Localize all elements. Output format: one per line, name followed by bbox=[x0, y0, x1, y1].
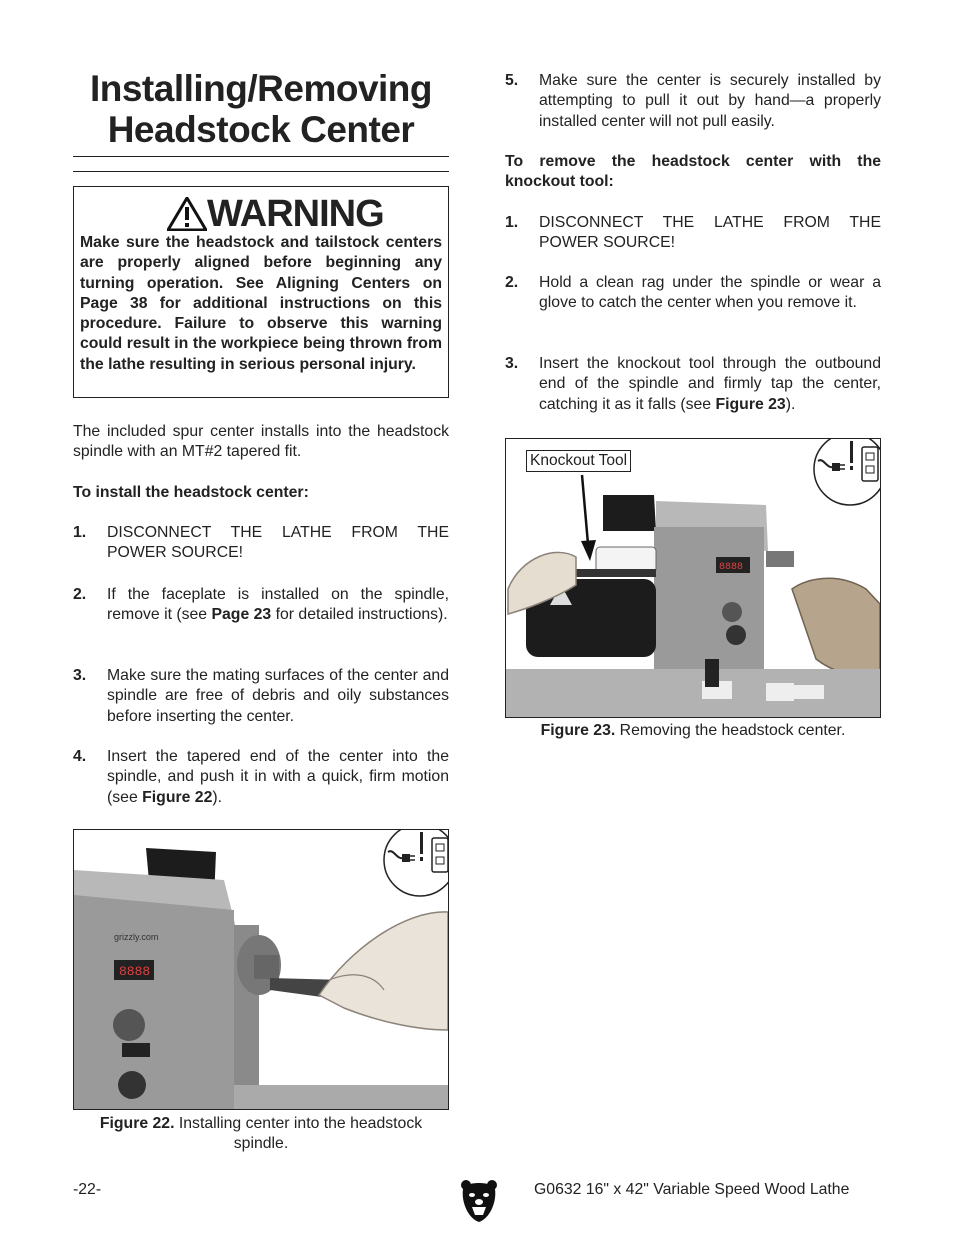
install-step-1: 1. DISCONNECT THE LATHE FROM THE POWER SOURCE! bbox=[73, 524, 449, 562]
remove-heading: To remove the headstock center with the knockout tool: bbox=[505, 153, 881, 191]
install-heading: To install the headstock center: bbox=[73, 484, 309, 501]
remove-step-2: 2. Hold a clean rag under the spindle or wear a glove to catch the center when you remove it. bbox=[505, 274, 881, 312]
unplugged-power-cord-icon bbox=[380, 830, 449, 898]
grizzly-bear-logo-icon bbox=[459, 1179, 499, 1223]
footer-model: G0632 16" x 42" Variable Speed Wood Lathe bbox=[534, 1181, 850, 1198]
svg-text:grizzly.com: grizzly.com bbox=[114, 932, 159, 942]
install-step-4: 4. Insert the tapered end of the center into the spindle, and push it in with a quick, firm motion (see Figure 22). bbox=[73, 748, 449, 806]
intro-paragraph: The included spur center installs into the headstock spindle with an MT#2 tapered fit. bbox=[73, 423, 449, 461]
warning-heading: WARNING bbox=[207, 193, 384, 235]
title-divider-top bbox=[73, 156, 449, 157]
install-step-2: 2. If the faceplate is installed on the spindle, remove it (see Page 23 for detailed instructions). bbox=[73, 586, 449, 624]
knockout-tool-callout: Knockout Tool bbox=[526, 450, 631, 472]
title-divider-bottom bbox=[73, 171, 449, 172]
warning-header bbox=[167, 193, 384, 235]
figure-23-photo bbox=[505, 438, 881, 718]
install-step-3: 3. Make sure the mating surfaces of the center and spindle are free of debris and oily substances before inserting the center. bbox=[73, 667, 449, 725]
warning-triangle-icon bbox=[167, 197, 207, 231]
warning-box bbox=[73, 186, 449, 398]
unplugged-power-cord-icon bbox=[810, 439, 880, 507]
figure-22-photo bbox=[73, 829, 449, 1110]
warning-text: Make sure the headstock and tailstock centers are properly aligned before beginning any turning operation. See Aligning Centers on Page 38 for additional instructions on this procedure. Failure to observe this warning could result in the workpiece being thrown from the lathe resulting in serious personal injury. bbox=[80, 234, 442, 373]
remove-step-3: 3. Insert the knockout tool through the outbound end of the spindle and firmly tap the center, catching it as it falls (see Figure 23). bbox=[505, 355, 881, 413]
install-step-5: 5. Make sure the center is securely installed by attempting to pull it out by hand—a properly installed center will not pull easily. bbox=[505, 72, 881, 130]
page-title: Installing/Removing Headstock Center bbox=[89, 68, 433, 150]
figure-23-caption: Figure 23. Removing the headstock center. bbox=[540, 722, 846, 739]
svg-text:8888: 8888 bbox=[719, 562, 744, 573]
figure-22-caption: Figure 22. Installing center into the headstock spindle. bbox=[99, 1115, 423, 1153]
remove-step-1: 1. DISCONNECT THE LATHE FROM THE POWER SOURCE! bbox=[505, 214, 881, 252]
svg-text:8888: 8888 bbox=[119, 964, 151, 979]
page-number: -22- bbox=[73, 1181, 102, 1198]
